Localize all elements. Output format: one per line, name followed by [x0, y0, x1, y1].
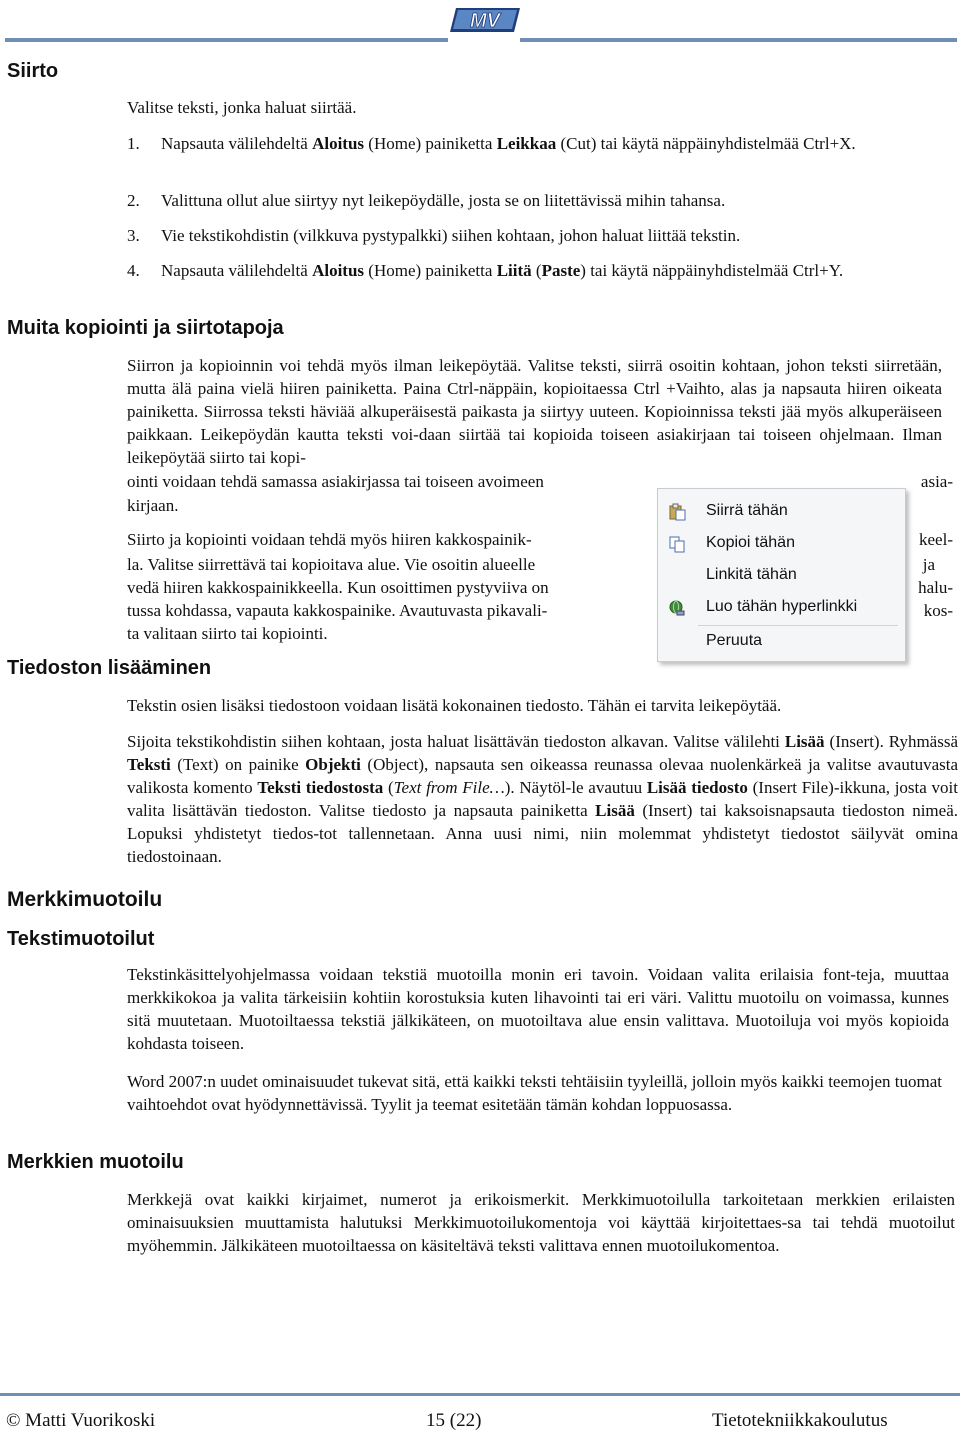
list-number: 4. [127, 261, 140, 280]
menu-item-label: Peruuta [706, 632, 763, 649]
menu-item-label: Linkitä tähän [706, 566, 797, 583]
hyperlink-icon [668, 599, 686, 617]
tiedoston-paragraph-2: Sijoita tekstikohdistin siihen kohtaan, josta haluat lisättävän tiedoston alkavan. Valitse välilehti Lisää (Insert). Ryhmässä Teksti (Text) on painike Objekti (Object), napsauta sen oikeassa reunassa olevaa nuolenkärkeä ja valitse avautuvasta valikosta komento Teksti tiedostosta (Text from File…). Näytöl-le avautuu Lisää tiedosto (Insert File)-ikkuna, josta voit valita lisättävän tiedoston. Valitse tiedosto ja napsauta painiketta Lisää (Insert) tai kaksoisnapsauta tiedoston nimeä. Lopuksi yhdistetyt tiedos-tot tallennetaan. Anna uusi nimi, niin molemmat yhdistetyt tiedostot säilyvät omina tiedostoinaan. [127, 732, 959, 866]
menu-separator [698, 625, 898, 626]
footer-author: © Matti Vuorikoski [6, 1410, 156, 1431]
section-title-siirto: Siirto [7, 60, 59, 82]
muita-paragraph-2-end: ta valitaan siirto tai kopiointi. [127, 624, 328, 643]
footer-organization: Tietotekniikkakoulutus [712, 1410, 888, 1431]
merkkien-paragraph-1: Merkkejä ovat kaikki kirjaimet, numerot ja erikoismerkit. Merkkimuotoilulla tarkoitetaan merkkien erilaisten ominaisuuksien muuttamista halutuksi Merkkimuotoilukomentoja voi käyttää kirjoitettaes-sa tai tehdä muotoilut myöhemmin. Jälkikäteen muotoiltaessa on käsiteltävä teksti valittava ennen muotoilukomentoa. [127, 1190, 955, 1255]
siirto-intro: Valitse teksti, jonka haluat siirtää. [127, 98, 357, 117]
list-text: Vie tekstikohdistin (vilkkuva pystypalkki) siihen kohtaan, johon haluat liittää tekstin. [161, 226, 741, 245]
list-number: 2. [127, 191, 140, 210]
context-menu [657, 488, 906, 662]
list-text: Napsauta välilehdeltä Aloitus (Home) painiketta Liitä (Paste) tai käytä näppäinyhdistelmää Ctrl+Y. [161, 261, 844, 280]
section-title-merkkimuotoilu: Merkkimuotoilu [7, 888, 163, 911]
menu-item-label: Luo tähän hyperlinkki [706, 598, 858, 615]
footer-page-number: 15 (22) [426, 1410, 482, 1431]
header-rule-right [520, 38, 957, 42]
muita-paragraph-2-line: Siirto ja kopiointi voidaan tehdä myös hiiren kakkospainik- keel- [127, 530, 953, 549]
tiedoston-paragraph-1: Tekstin osien lisäksi tiedostoon voidaan lisätä kokonainen tiedosto. Tähän ei tarvita leikepöytää. [127, 696, 782, 715]
section-title-tiedoston: Tiedoston lisääminen [7, 657, 212, 679]
logo-text: MV [470, 10, 500, 32]
muita-paragraph-1: Siirron ja kopioinnin voi tehdä myös ilman leikepöytää. Valitse teksti, siirrä osoitin kohtaan, johon teksti siirretään, mutta älä paina vielä hiiren painiketta. Paina Ctrl-näppäin, kopioitaessa Ctrl +Vaihto, alas ja napsauta hiiren oikeata painiketta. Siirrossa teksti häviää alkuperäisestä paikasta ja siirtyy uuteen. Kopioinnissa teksti jää myös alkuperäiseen paikkaan. Leikepöydän kautta teksti voi-daan siirtää tai kopioida toiseen asiakirjaan tai toiseen ohjelmaan. Ilman leikepöytää siirto tai kopi- [127, 356, 942, 467]
menu-item-kopioi[interactable] [658, 529, 905, 557]
list-text: Napsauta välilehdeltä Aloitus (Home) painiketta Leikkaa (Cut) tai käytä näppäinyhdistelmää Ctrl+X. [161, 134, 856, 153]
header-rule-left [5, 38, 448, 42]
tekstimuotoilut-paragraph-1: Tekstinkäsittelyohjelmassa voidaan tekstiä muotoilla monin eri tavoin. Voidaan valita erilaisia font-teja, muuttaa merkkikokoa ja valita tärkeisiin kohtiin korostuksia kuten lihavointi tai eri väri. Valittu muotoilu on voimassa, kunnes sitä muutetaan. Muotoiltaessa tekstiä jälkikäteen, on muotoiltava alue ensin valittava. Muotoiluja voi myös kopioida kohdasta toiseen. [127, 965, 949, 1053]
menu-item-linkita[interactable] [658, 561, 905, 589]
copy-icon [668, 535, 686, 553]
list-text: Valittuna ollut alue siirtyy nyt leikepöydälle, josta se on liitettävissä mihin tahansa. [161, 191, 726, 210]
muita-paragraph-1-last-line: ointi voidaan tehdä samassa asiakirjassa tai toiseen avoimeen asia- [127, 472, 953, 491]
menu-item-peruuta[interactable] [658, 627, 905, 655]
list-number: 1. [127, 134, 140, 153]
menu-item-label: Kopioi tähän [706, 534, 795, 551]
muita-paragraph-1-end: kirjaan. [127, 496, 179, 515]
paste-icon [668, 503, 686, 521]
muita-paragraph-2-line: vedä hiiren kakkospainikkeella. Kun osoittimen pystyviiva on halu- [127, 578, 953, 597]
section-title-merkkien: Merkkien muotoilu [7, 1151, 184, 1173]
menu-item-hyperlinkki[interactable] [658, 593, 905, 621]
mv-logo [450, 4, 524, 36]
section-title-muita: Muita kopiointi ja siirtotapoja [7, 317, 284, 339]
muita-paragraph-2-line: la. Valitse siirrettävä tai kopioitava alue. Vie osoitin alueelle ja [127, 555, 935, 574]
muita-paragraph-2-line: tussa kohdassa, vapauta kakkospainike. Avautuvasta pikavali- kos- [127, 601, 953, 620]
menu-item-siirra[interactable] [658, 497, 905, 525]
section-title-tekstimuotoilut: Tekstimuotoilut [7, 928, 155, 950]
list-number: 3. [127, 226, 140, 245]
menu-item-label: Siirrä tähän [706, 502, 788, 519]
tekstimuotoilut-paragraph-2: Word 2007:n uudet ominaisuudet tukevat sitä, että kaikki teksti tehtäisiin tyyleillä, jolloin myös kaikki teemojen tuomat vaihtoehdot ovat hyödynnettävissä. Tyylit ja teemat esitetään tämän kohdan loppuosassa. [127, 1072, 942, 1114]
footer-rule [0, 1393, 960, 1396]
